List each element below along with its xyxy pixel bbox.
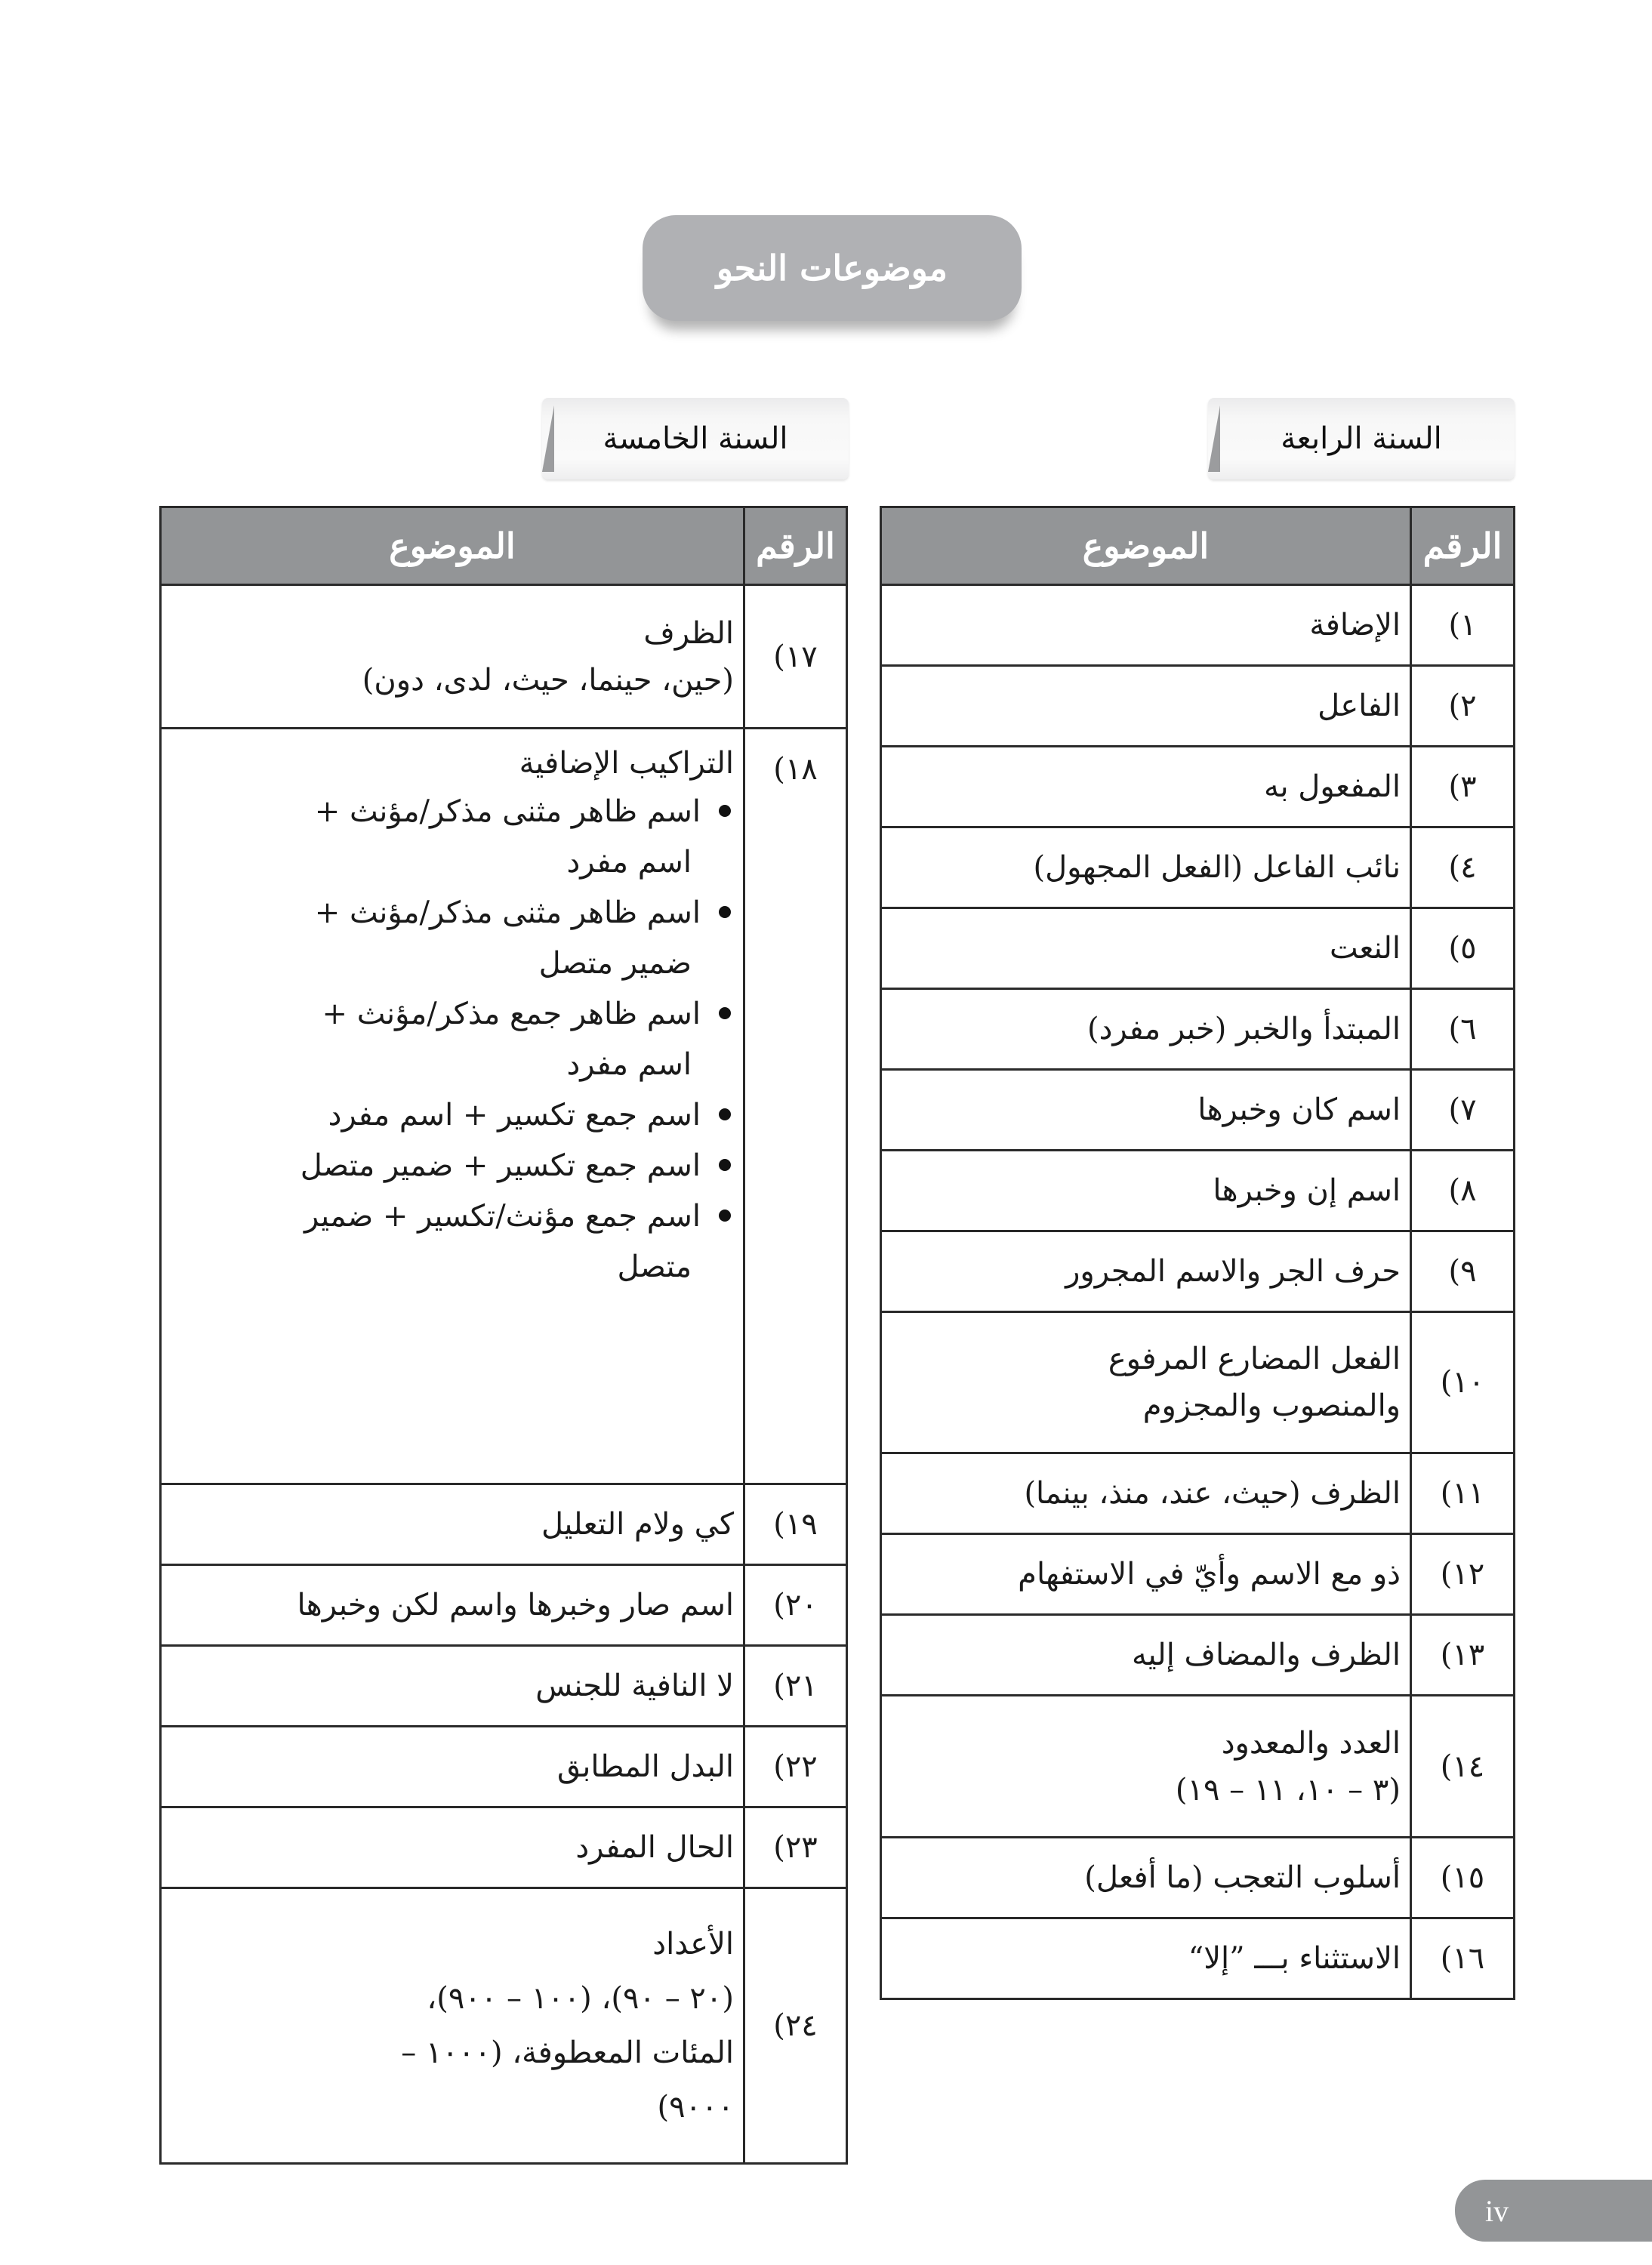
table-row (881, 989, 1515, 1070)
page-title: موضوعات النحو (643, 215, 1022, 321)
bullet-item (171, 1191, 734, 1293)
table-row (161, 1565, 847, 1646)
bullet-text: اسم ظاهر مثنى مذكر/مؤنث + (314, 895, 701, 930)
row-topic (881, 827, 1411, 908)
table-row (881, 666, 1515, 747)
year-4-table-body (881, 585, 1515, 1999)
topic-line: ذو مع الاسم وأيّ في الاستفهام (1018, 1557, 1401, 1592)
row-topic (881, 585, 1411, 666)
topic-line: (٣ – ١٠، ١١ – ١٩) (1175, 1772, 1401, 1807)
row-topic (881, 1151, 1411, 1231)
row-number: ١٩) (744, 1484, 847, 1565)
table-row (881, 908, 1515, 989)
table-header-row (881, 507, 1515, 585)
bullet-icon (719, 1159, 731, 1171)
row-number: ١٤) (1411, 1696, 1515, 1838)
tab-fold-decoration (1208, 405, 1220, 472)
bullet-item (171, 1090, 734, 1141)
table-row (161, 1807, 847, 1888)
row-number: ٦) (1411, 989, 1515, 1070)
bullet-line (171, 787, 734, 837)
column-header-number: الرقم (744, 507, 847, 585)
topic-line: المفعول به (1264, 769, 1401, 804)
row-topic: الحال المفرد (161, 1807, 744, 1888)
row-topic (881, 1312, 1411, 1453)
row-number: ١٦) (1411, 1918, 1515, 1999)
topic-line: المئات المعطوفة، (١٠٠٠ – (401, 2035, 734, 2070)
bullet-item (171, 1141, 734, 1191)
row-number: ٨) (1411, 1151, 1515, 1231)
row-topic: كي ولام التعليل (161, 1484, 744, 1565)
table-header-row (161, 507, 847, 585)
topic-line: أسلوب التعجب (ما أفعل) (1084, 1860, 1401, 1895)
bullet-continuation: اسم مفرد (566, 845, 692, 880)
year-5-topics-table (159, 506, 848, 2165)
row-topic: البدل المطابق (161, 1727, 744, 1807)
row-topic (881, 989, 1411, 1070)
row-topic: اسم صار وخبرها واسم لكن وخبرها (161, 1565, 744, 1646)
topic-line: الظرف (حيث، عند، منذ، بينما) (1024, 1476, 1401, 1511)
topic-line: الأعداد (652, 1927, 734, 1961)
year-4-label-text: السنة الرابعة (1281, 421, 1442, 456)
topic-line: ٩٠٠٠) (657, 2090, 734, 2125)
row-topic (881, 1838, 1411, 1918)
year-4-label (1208, 398, 1515, 479)
topic-line: والمنصوب والمجزوم (1142, 1388, 1401, 1423)
row-topic: لا النافية للجنس (161, 1646, 744, 1727)
table-row (881, 1534, 1515, 1615)
bullet-text: اسم جمع مؤنث/تكسير + ضمير (304, 1199, 701, 1234)
table-row (161, 585, 847, 729)
bullet-continuation: اسم مفرد (566, 1047, 692, 1082)
topic-line: نائب الفاعل (الفعل المجهول) (1033, 850, 1401, 885)
bullet-item (171, 888, 734, 989)
topic-line: الظرف (643, 615, 734, 651)
bullet-continuation: ضمير متصل (538, 946, 692, 981)
bullet-text: اسم جمع تكسير + اسم مفرد (328, 1098, 701, 1132)
table-row (881, 1838, 1515, 1918)
bullet-line (171, 1141, 734, 1191)
column-header-topic: الموضوع (161, 507, 744, 585)
row-topic (881, 1453, 1411, 1534)
row-topic (881, 1070, 1411, 1151)
row-number: ٥) (1411, 908, 1515, 989)
year-5-label (542, 398, 849, 479)
row-topic (881, 666, 1411, 747)
row-number: ٧) (1411, 1070, 1515, 1151)
row-number: ٢٠) (744, 1565, 847, 1646)
topic-line: النعت (1330, 931, 1401, 966)
bullet-icon (719, 1210, 731, 1222)
row-number: ١) (1411, 585, 1515, 666)
row-topic (161, 585, 744, 729)
column-header-number: الرقم (1411, 507, 1515, 585)
year-5-label-text: السنة الخامسة (603, 421, 788, 456)
row-topic (161, 1888, 744, 2164)
table-row (881, 1070, 1515, 1151)
table-row (161, 1484, 847, 1565)
table-row (881, 1151, 1515, 1231)
bullet-item (171, 989, 734, 1090)
topic-line: الفاعل (1318, 689, 1401, 723)
table-row (161, 729, 847, 1484)
row-number: ١٥) (1411, 1838, 1515, 1918)
table-row (881, 1453, 1515, 1534)
row-number: ١٧) (744, 585, 847, 729)
table-row (881, 1231, 1515, 1312)
row-number: ٢٤) (744, 1888, 847, 2164)
year-4-topics-table (880, 506, 1515, 2000)
bullet-line (171, 888, 734, 938)
row-number: ١١) (1411, 1453, 1515, 1534)
table-row (161, 1646, 847, 1727)
row-number: ٢) (1411, 666, 1515, 747)
row-number: ١٠) (1411, 1312, 1515, 1453)
table-row (881, 1615, 1515, 1696)
topic-heading: التراكيب الإضافية (519, 746, 734, 781)
page-number: iv (1485, 2193, 1509, 2228)
topic-line: اسم كان وخبرها (1197, 1092, 1401, 1127)
row-topic (161, 729, 744, 1484)
bullet-icon (719, 805, 731, 817)
tab-fold-decoration (542, 405, 554, 472)
topic-line: المبتدأ والخبر (خبر مفرد) (1086, 1012, 1401, 1046)
bullet-line (171, 989, 734, 1040)
topic-line: الإضافة (1309, 608, 1401, 643)
topic-line: (٢٠ – ٩٠)، (١٠٠ – ٩٠٠)، (427, 1981, 734, 2016)
table-row (881, 585, 1515, 666)
topic-line: (حين، حينما، حيث، لدى، دون) (362, 662, 734, 698)
row-topic (881, 1231, 1411, 1312)
topic-line: اسم إن وخبرها (1213, 1173, 1401, 1208)
bullet-text: اسم جمع تكسير + ضمير متصل (300, 1148, 701, 1183)
bullet-icon (719, 1108, 731, 1120)
table-row (881, 827, 1515, 908)
bullet-icon (719, 906, 731, 918)
table-row (161, 1888, 847, 2164)
row-number: ٢٢) (744, 1727, 847, 1807)
row-topic (881, 1615, 1411, 1696)
table-row (881, 1696, 1515, 1838)
row-number: ٩) (1411, 1231, 1515, 1312)
row-number: ١٣) (1411, 1615, 1515, 1696)
row-topic (881, 1534, 1411, 1615)
row-topic (881, 1696, 1411, 1838)
column-header-topic: الموضوع (881, 507, 1411, 585)
bullet-text: اسم ظاهر جمع مذكر/مؤنث + (322, 997, 701, 1031)
row-number: ٢٣) (744, 1807, 847, 1888)
row-number: ١٨) (744, 729, 847, 1484)
bullet-line (171, 1191, 734, 1242)
bullet-text: اسم ظاهر مثنى مذكر/مؤنث + (314, 794, 701, 829)
row-number: ١٢) (1411, 1534, 1515, 1615)
topic-line: الفعل المضارع المرفوع (1108, 1342, 1401, 1376)
topic-line: الاستثناء بـــ ”إلا“ (1188, 1941, 1401, 1976)
topic-line: العدد والمعدود (1221, 1725, 1401, 1761)
row-number: ٣) (1411, 747, 1515, 827)
row-topic (881, 747, 1411, 827)
bullet-continuation: متصل (617, 1250, 692, 1284)
topic-line: حرف الجر والاسم المجرور (1065, 1254, 1401, 1289)
page-number-tab (1455, 2180, 1652, 2242)
row-topic (881, 1918, 1411, 1999)
bullet-line (171, 1090, 734, 1141)
table-row (881, 747, 1515, 827)
bullet-list (171, 787, 734, 1293)
table-row (161, 1727, 847, 1807)
row-topic (881, 908, 1411, 989)
bullet-item (171, 787, 734, 888)
bullet-icon (719, 1007, 731, 1019)
row-number: ٢١) (744, 1646, 847, 1727)
topic-line: الظرف والمضاف إليه (1132, 1638, 1401, 1672)
table-row (881, 1312, 1515, 1453)
row-number: ٤) (1411, 827, 1515, 908)
table-row (881, 1918, 1515, 1999)
